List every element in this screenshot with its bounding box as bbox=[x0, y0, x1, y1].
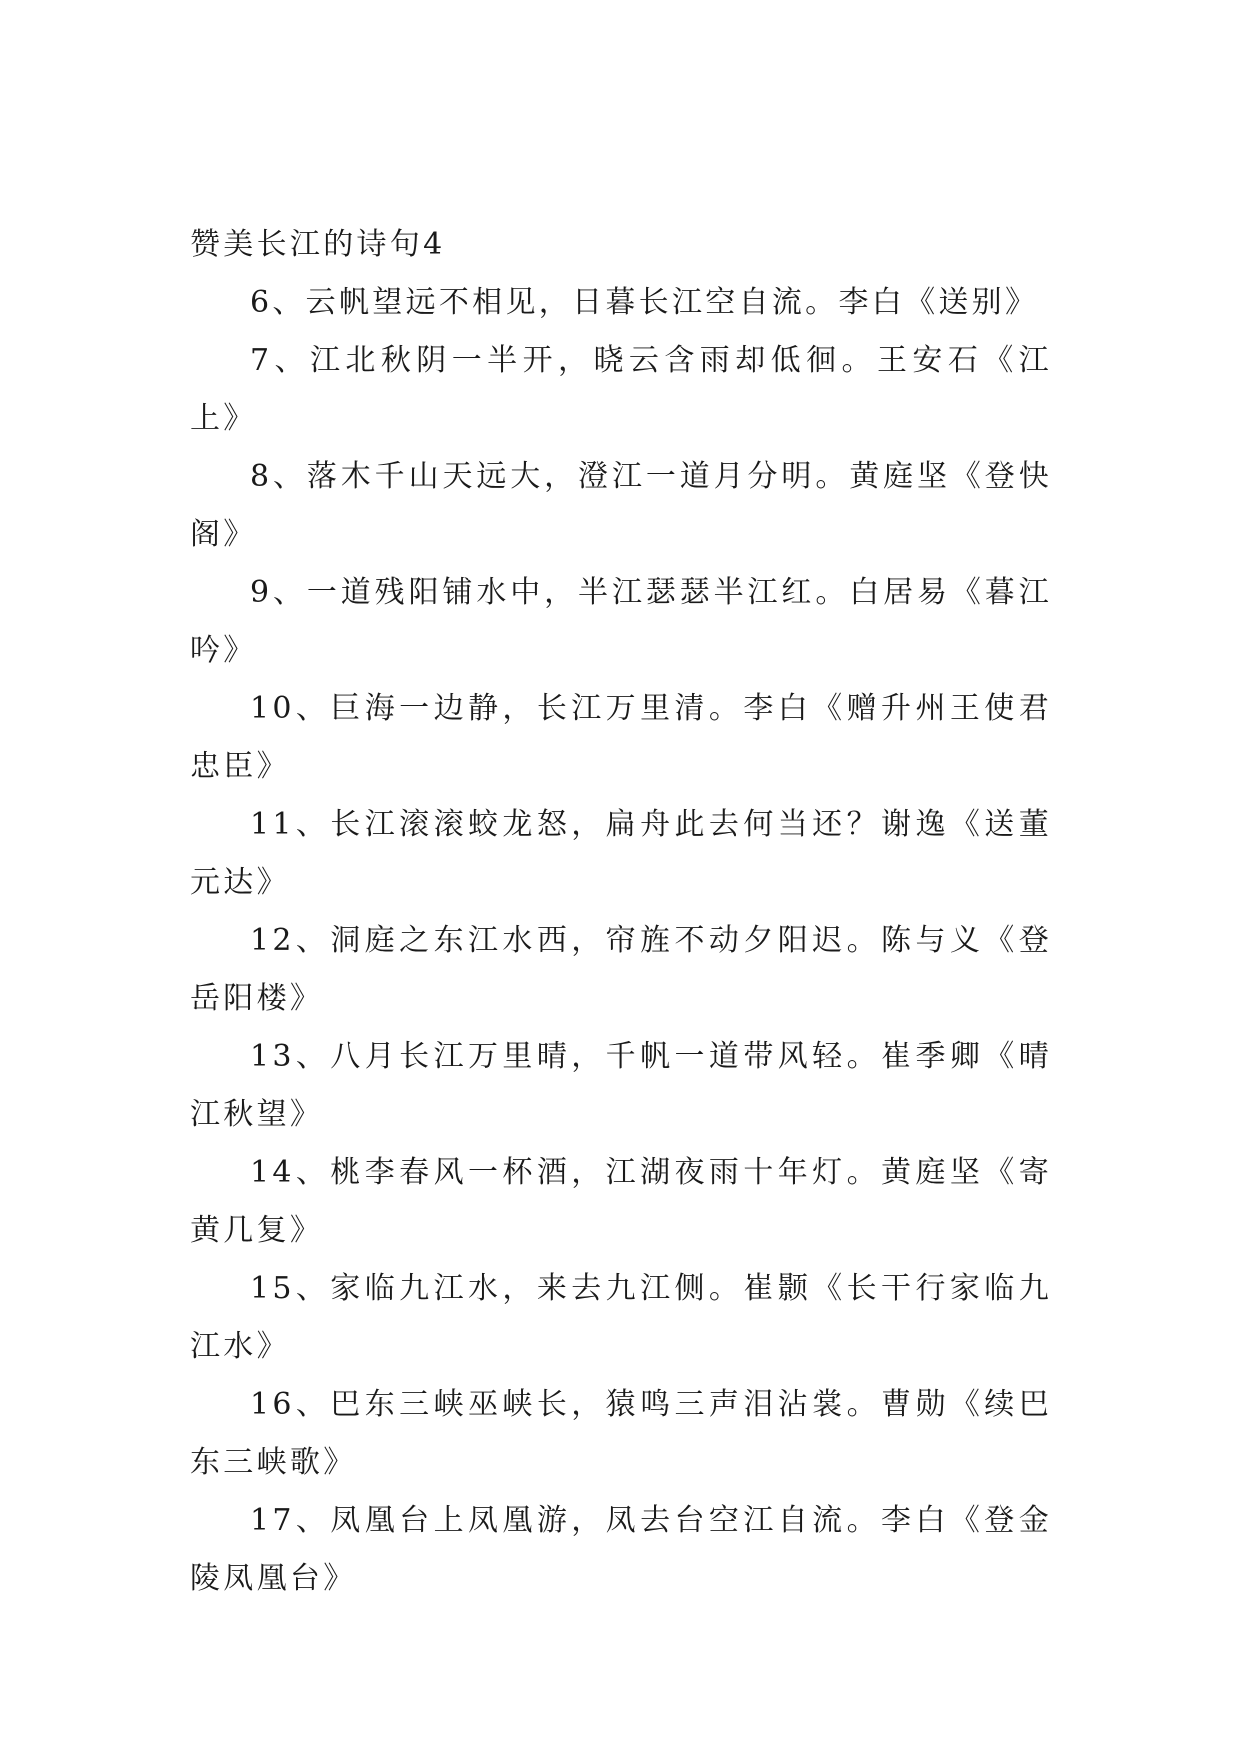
poem-paragraph: 12、洞庭之东江水西，帘旌不动夕阳迟。陈与义《登岳阳楼》 bbox=[190, 923, 1052, 1016]
poem-paragraph: 15、家临九江水，来去九江侧。崔颢《长干行家临九江水》 bbox=[190, 1271, 1052, 1364]
poem-paragraph: 17、凤凰台上凤凰游，凤去台空江自流。李白《登金陵凤凰台》 bbox=[190, 1503, 1052, 1596]
poem-paragraph: 7、江北秋阴一半开，晓云含雨却低徊。王安石《江上》 bbox=[190, 343, 1052, 436]
poem-paragraph: 10、巨海一边静，长江万里清。李白《赠升州王使君忠臣》 bbox=[190, 691, 1052, 784]
poem-paragraph: 16、巴东三峡巫峡长，猿鸣三声泪沾裳。曹勋《续巴东三峡歌》 bbox=[190, 1387, 1052, 1480]
poem-paragraph: 13、八月长江万里晴，千帆一道带风轻。崔季卿《晴江秋望》 bbox=[190, 1039, 1052, 1132]
document-title: 赞美长江的诗句4 bbox=[190, 227, 446, 262]
poem-paragraph: 11、长江滚滚蛟龙怒，扁舟此去何当还？谢逸《送董元达》 bbox=[190, 807, 1052, 900]
poem-paragraph: 8、落木千山天远大，澄江一道月分明。黄庭坚《登快阁》 bbox=[190, 459, 1052, 552]
poem-paragraph: 6、云帆望远不相见，日暮长江空自流。李白《送别》 bbox=[250, 285, 1039, 320]
document-body bbox=[190, 216, 1052, 1608]
poem-paragraph: 14、桃李春风一杯酒，江湖夜雨十年灯。黄庭坚《寄黄几复》 bbox=[190, 1155, 1052, 1248]
poem-paragraph: 9、一道残阳铺水中，半江瑟瑟半江红。白居易《暮江吟》 bbox=[190, 575, 1052, 668]
